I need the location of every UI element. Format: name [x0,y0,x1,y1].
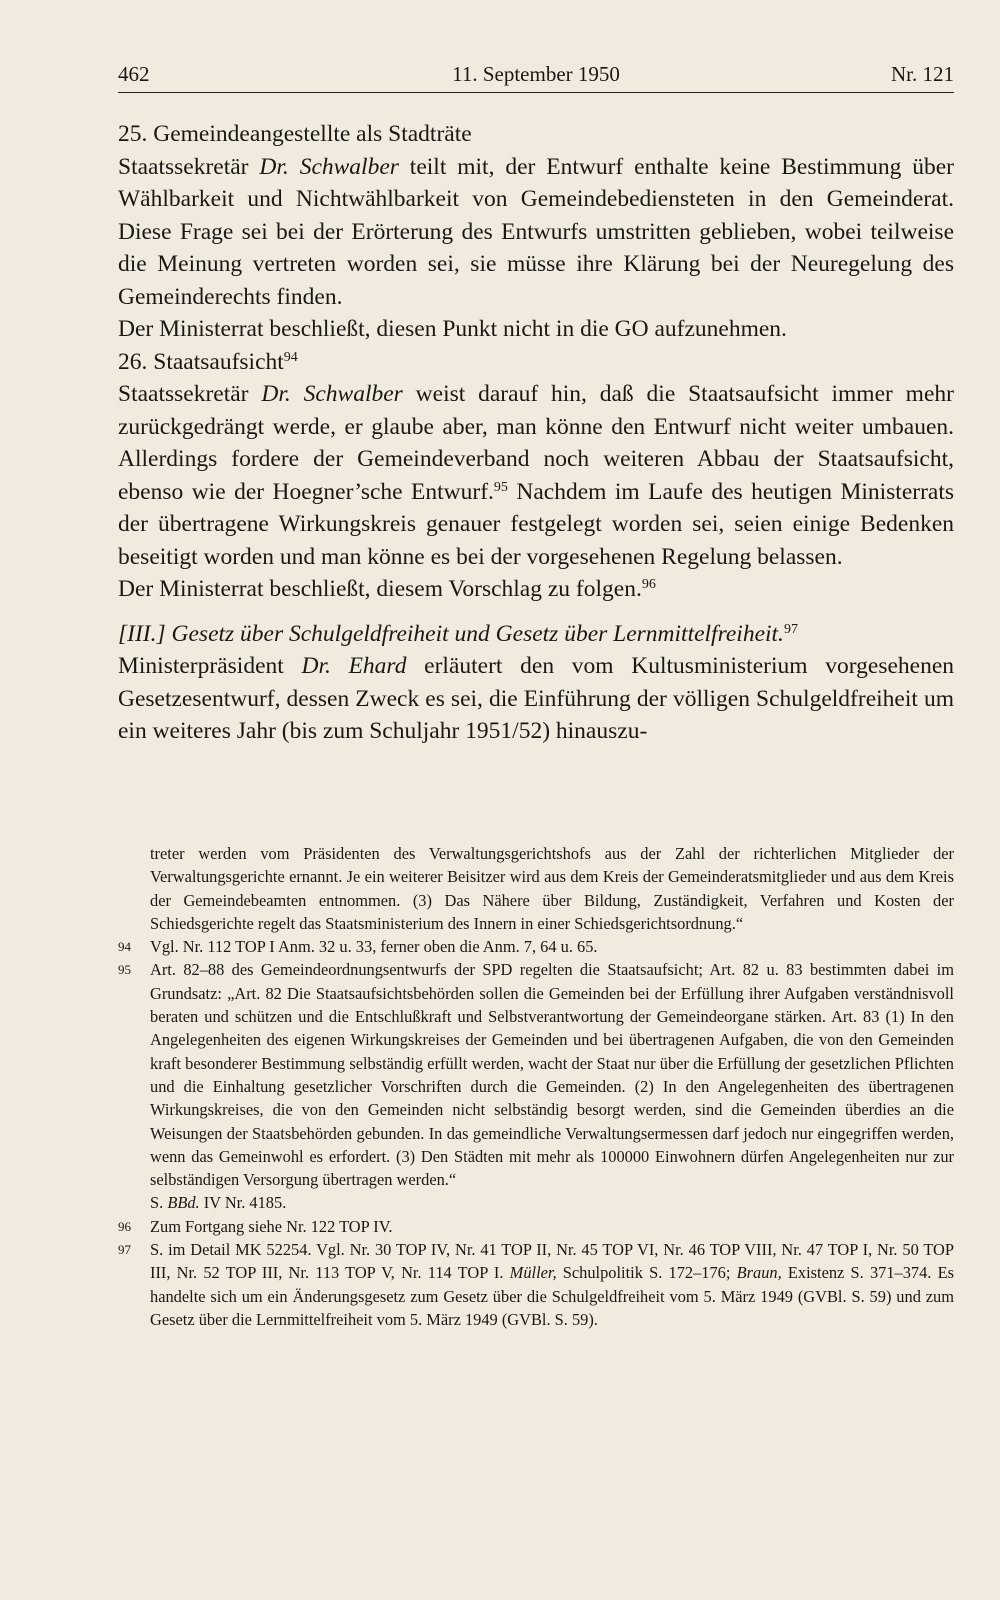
issue-number: Nr. 121 [891,62,954,86]
footnote-94: 94 Vgl. Nr. 112 TOP I Anm. 32 u. 33, ferner oben die Anm. 7, 64 u. 65. [118,935,954,958]
item-3-heading: [III.] Gesetz über Schulgeldfreiheit und Gesetz über Lernmittelfreiheit.$^{97}$ [118,620,798,647]
person-name: Dr. Ehard [301,653,407,679]
item-26-heading: 26. Staatsaufsicht$^{94}$ [118,348,298,375]
running-header [118,62,954,93]
page-number: 462 [118,62,150,86]
person-name: Dr. Schwalber [259,153,399,180]
footnote-ref: 95 [493,479,508,495]
footnote-ref: 97 [783,621,798,637]
item-25-decision: Der Ministerrat beschließt, diesen Punkt nicht in die GO aufzunehmen. [118,316,787,342]
item-3-paragraph: Ministerpräsident Dr. Ehard erläutert den vom Kultusministerium vorgesehenen Gesetzesentwurf, dessen Zweck es sei, die Einführung der völligen Schulgeldfreiheit um ein weiteres Jahr (bis zum Schuljahr 1951/52) hinauszu- [118,653,955,744]
footnote-continuation: treter werden vom Präsidenten des Verwaltungsgerichtshofs aus der Zahl der richterlichen Mitglieder der Verwaltungsgerichte ernannt. Je ein weiterer Beisitzer wird aus dem Kreis der Gemeinderatsmitglieder und aus dem Kreis der Gemeindebeamten entnommen. (3) Das Nähere über Bildung, Zuständigkeit, Verfahren und Kosten der Schiedsgerichte regelt das Staatsministerium des Innern in einer Schiedsgerichtsordnung.“ [150,844,954,933]
person-name: Dr. Schwalber [261,381,403,407]
footnote-number: 94 [118,939,131,955]
item-26-paragraph: Staatssekretär Dr. Schwalber weist darauf hin, daß die Staatsaufsicht immer mehr zurückgedrängt werde, er glaube aber, man könne den Entwurf nicht weiter umbauen. Allerdings fordere der Gemeindeverband noch weiteren Abbau der Staatsaufsicht, ebenso wie der Hoegner’sche Entwurf.$^{95}$ Nachdem im Laufe des heutigen Ministerrats der übertragene Wirkungskreis genauer festgelegt worden sei, seien einige Bedenken beseitigt worden und man könne es bei der vorgesehenen Regelung belassen. [118,381,955,570]
footnotes [118,842,954,1331]
footnote-number: 95 [118,962,131,978]
footnote-96: 96 Zum Fortgang siehe Nr. 122 TOP IV. [118,1215,954,1238]
footnote-number: 97 [118,1242,131,1258]
item-25-heading: 25. Gemeindeangestellte als Stadträte [118,121,472,147]
footnote-number: 96 [118,1218,131,1234]
footnote-97: 97 S. im Detail MK 52254. Vgl. Nr. 30 TOP IV, Nr. 41 TOP II, Nr. 45 TOP VI, Nr. 46 TOP VIII, Nr. 47 TOP I, Nr. 50 TOP III, Nr. 52 TOP III, Nr. 113 TOP V, Nr. 114 TOP I. Müller, Schulpolitik S. 172–176; Braun, Existenz S. 371–374. Es handelte sich um ein Änderungsgesetz zum Gesetz über die Schulgeldfreiheit vom 5. März 1949 (GVBl. S. 59) und zum Gesetz über die Lernmittelfreiheit vom 5. März 1949 (GVBl. S. 59). [118,1240,954,1329]
header-date: 11. September 1950 [452,62,620,86]
footnote-ref: 96 [641,577,656,592]
footnote-95: 95 Art. 82–88 des Gemeindeordnungsentwurfs der SPD regelten die Staatsaufsicht; Art. 82 u. 83 bestimmten dabei im Grundsatz: „Art. 82 Die Staatsaufsichtsbehörden sollen die Gemeinden bei der Erfüllung ihrer Aufgaben verständnisvoll beraten und schützen und die Entschlußkraft und Selbstverantwortung der Gemeindeorgane stärken. Art. 83 (1) In den Angelegenheiten des eigenen Wirkungskreises der Gemeinden und bei übertragenen Aufgaben, die von den Gemeinden kraft besonderer Bestimmung selbständig erfüllt werden, wacht der Staat nur über die Erfüllung der gesetzlichen Pflichten und die Einhaltung gesetzlicher Vorschriften durch die Gemeinden. (2) In den Angelegenheiten des übertragenen Wirkungskreises, die von den Gemeinden nicht selbständig besorgt werden, sind die Gemeinden überdies an die Weisungen der Staatsbehörden gebunden. In das gemeindliche Verwaltungsermessen darf jedoch nur eingegriffen werden, wenn das Gemeinwohl es erfordert. (3) Den Städten mit mehr als 100000 Einwohnern dürfen Angelegenheiten nur zur selbständigen Versorgung übertragen werden.“ S. BBd. IV Nr. 4185. [118,960,954,1213]
main-text [118,118,954,748]
footnote-ref: 94 [283,349,298,365]
item-26-decision: Der Ministerrat beschließt, diesem Vorschlag zu folgen.$^{96}$ [118,576,656,602]
item-25-paragraph: Staatssekretär Dr. Schwalber teilt mit, der Entwurf enthalte keine Bestimmung über Wählbarkeit und Nichtwählbarkeit von Gemeindebediensteten in den Gemeinderat. Diese Frage sei bei der Erörterung des Entwurfs umstritten geblieben, wobei teilweise die Meinung vertreten worden sei, sie müsse ihre Klärung bei der Neuregelung des Gemeinderechts finden. [118,153,954,310]
